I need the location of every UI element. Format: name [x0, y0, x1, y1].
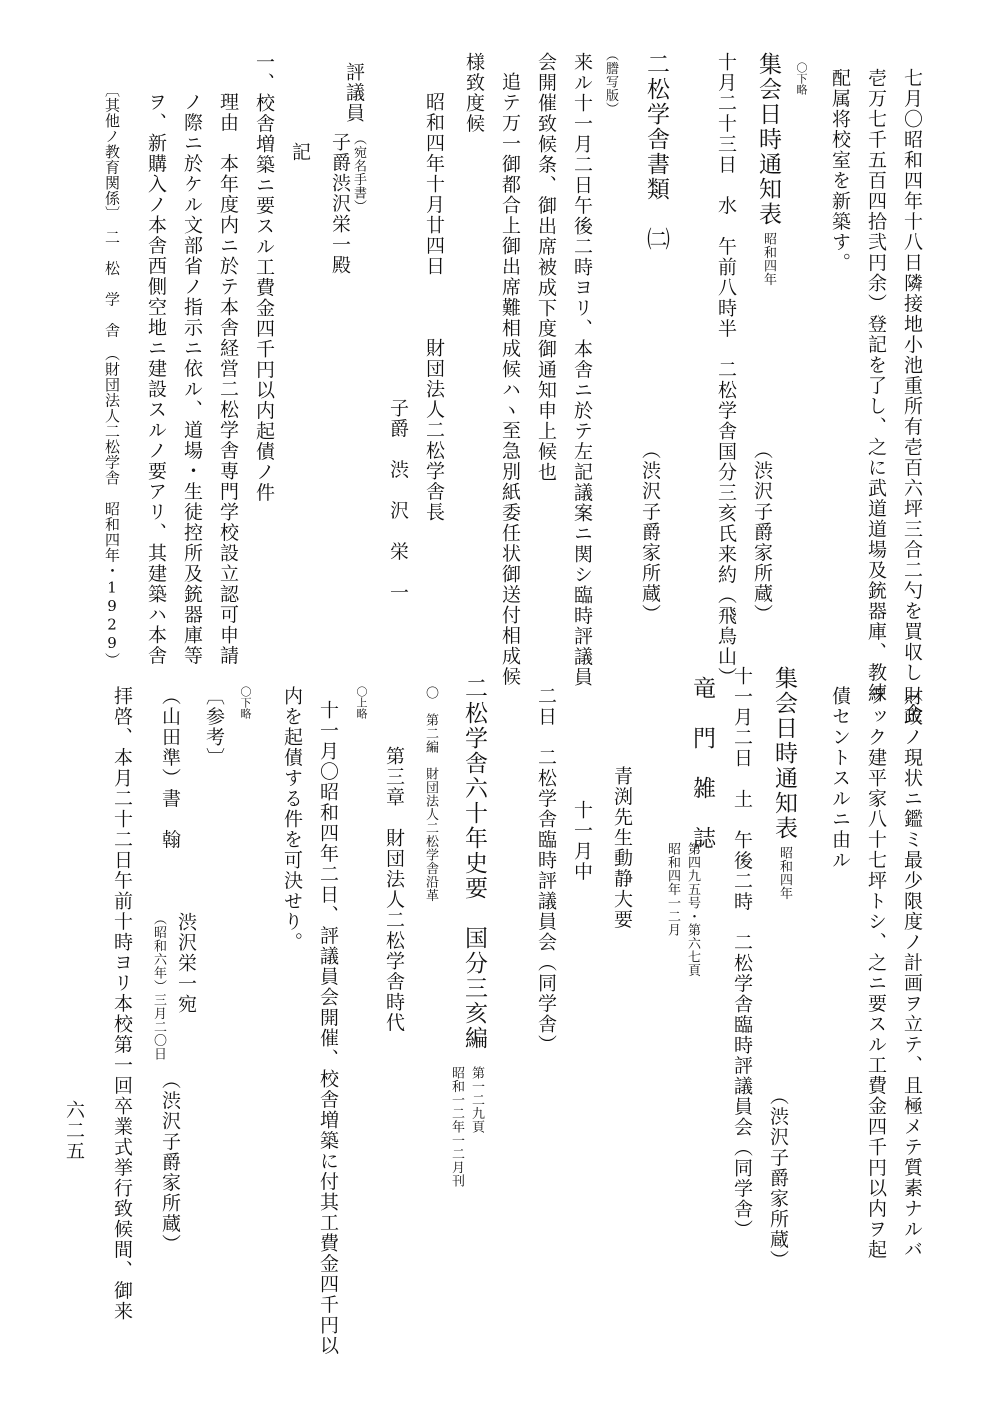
diary-entry: 二日 二松学舎臨時評議員会（同学舎）: [535, 686, 557, 1055]
section-heading-nishogakusha-papers: 二松学舎書類 ㈡: [643, 52, 669, 252]
addressee-title: 評議員: [343, 62, 365, 124]
year-label: 昭和四年: [761, 232, 776, 286]
letter-line-1: 来ル十一月二日午後二時ヨリ、本舎ニ於テ左記議案ニ関シ臨時評議員: [571, 52, 593, 688]
lower-line-3: 債セントスルニ由ル: [829, 686, 851, 871]
omission-note: 〇下略: [795, 62, 808, 95]
month-label: 十一月中: [571, 800, 593, 882]
reference-marker: 〔参考〕: [203, 686, 225, 768]
section-heading-meeting-notice-2: 集会日時通知表: [771, 666, 797, 841]
letter-date: 昭和四年十月廿四日: [423, 92, 445, 277]
reason-line-1: 理由 本年度内ニ於テ本舎経営二松学舎専門学校設立認可申請: [217, 92, 239, 666]
year-label: 昭和四年: [777, 846, 792, 900]
upper-line-1: 七月〇昭和四年十八日隣接地小池重所有壱百六坪三合二勺を買収し（金: [901, 68, 923, 724]
record-marker: 記: [289, 142, 311, 163]
chapter-heading: 第三章 財団法人二松学舎時代: [383, 746, 405, 1033]
source-note: （渋沢子爵家所蔵）: [639, 440, 661, 625]
omission-note: 〇下略: [239, 686, 252, 719]
letter-line: 拝啓、本月二十二日午前十時ヨリ本校第一回卒業式挙行致候間、御来: [111, 686, 133, 1322]
letter-line-2: 会開催致候条、御出席被成下度御通知申上候也: [535, 52, 557, 483]
book-date: 昭和一二年一二月刊: [449, 1066, 464, 1188]
letter-sender-name: 子爵 渋 沢 栄 一: [387, 398, 409, 603]
section-heading-sixty-year-history: 二松学舎六十年史要 国分三亥編: [461, 676, 487, 1051]
page-number: 六二五: [63, 1100, 85, 1162]
letter-line-4: 様致度候: [463, 52, 485, 134]
running-footer: 〔其他ノ教育関係〕 二 松 学 舎 （財団法人二松学舎 昭和四年・1929）: [103, 82, 121, 668]
lower-line-1: 財政ノ現状ニ鑑ミ最少限度ノ計画ヲ立テ、且極メテ質素ナルバ: [901, 686, 923, 1260]
article-title: 青渕先生動静大要: [611, 766, 633, 930]
letter-recipient: 渋沢栄一宛: [175, 912, 197, 1015]
reason-line-2: ノ際ニ於ケル文部省ノ指示ニ依ル、道場・生徒控所及銃器庫等: [181, 92, 203, 666]
issue-meta: 第四九五号・第六七頁: [685, 842, 700, 977]
upper-line-2: 壱万七千五百四拾弐円余）登記を了し、之に武道道場及銃器庫、教練: [865, 68, 887, 704]
book-page: 第一二九頁: [469, 1066, 484, 1134]
letter-heading: （山田準）書 翰: [159, 686, 181, 850]
history-line-2: 内を起債する件を可決せり。: [281, 686, 303, 953]
source-note: （渋沢子爵家所蔵）: [159, 1070, 181, 1255]
letter-date: （昭和六年）三月二〇日: [151, 912, 166, 1061]
reason-line-3: ヲ、新購入ノ本舎西側空地ニ建設スルノ要アリ、其建築ハ本舎: [145, 92, 167, 666]
addressee-note: （宛名手書）: [351, 132, 366, 213]
part-heading: 〇 第二編 財団法人二松学舎沿革: [423, 686, 438, 902]
format-note: （謄写版）: [603, 48, 618, 116]
section-heading-meeting-notice-1: 集会日時通知表: [755, 52, 781, 227]
schedule-line: 十一月二日 土 午後二時 二松学舎臨時評議員会（同学舎）: [731, 666, 753, 1240]
section-heading-ryumon-zasshi: 竜 門 雑 誌: [689, 676, 715, 851]
source-note: （渋沢子爵家所蔵）: [751, 440, 773, 625]
omission-note: 〇上略: [355, 686, 368, 719]
letter-sender-org: 財団法人二松学舎長: [423, 338, 445, 523]
source-note: （渋沢子爵家所蔵）: [767, 1086, 789, 1271]
lower-line-2: ラック建平家八十七坪トシ、之ニ要スル工費金四千円以内ヲ起: [865, 686, 887, 1260]
addressee-name: 子爵渋沢栄一殿: [329, 132, 351, 276]
agenda-item: 一、校舎増築ニ要スル工費金四千円以内起債ノ件: [253, 52, 275, 503]
upper-line-3: 配属将校室を新築す。: [829, 68, 851, 273]
history-line-1: 十一月〇昭和四年二日、評議員会開催、校舎増築に付其工費金四千円以: [317, 700, 339, 1356]
issue-date: 昭和四年一二月: [665, 842, 680, 937]
letter-line-3: 追テ万一御都合上御出席難相成候ハヽ至急別紙委任状御送付相成候: [499, 72, 521, 687]
schedule-line: 十月二十三日 水 午前八時半 二松学舎国分三亥氏来約（飛鳥山）: [715, 52, 737, 688]
